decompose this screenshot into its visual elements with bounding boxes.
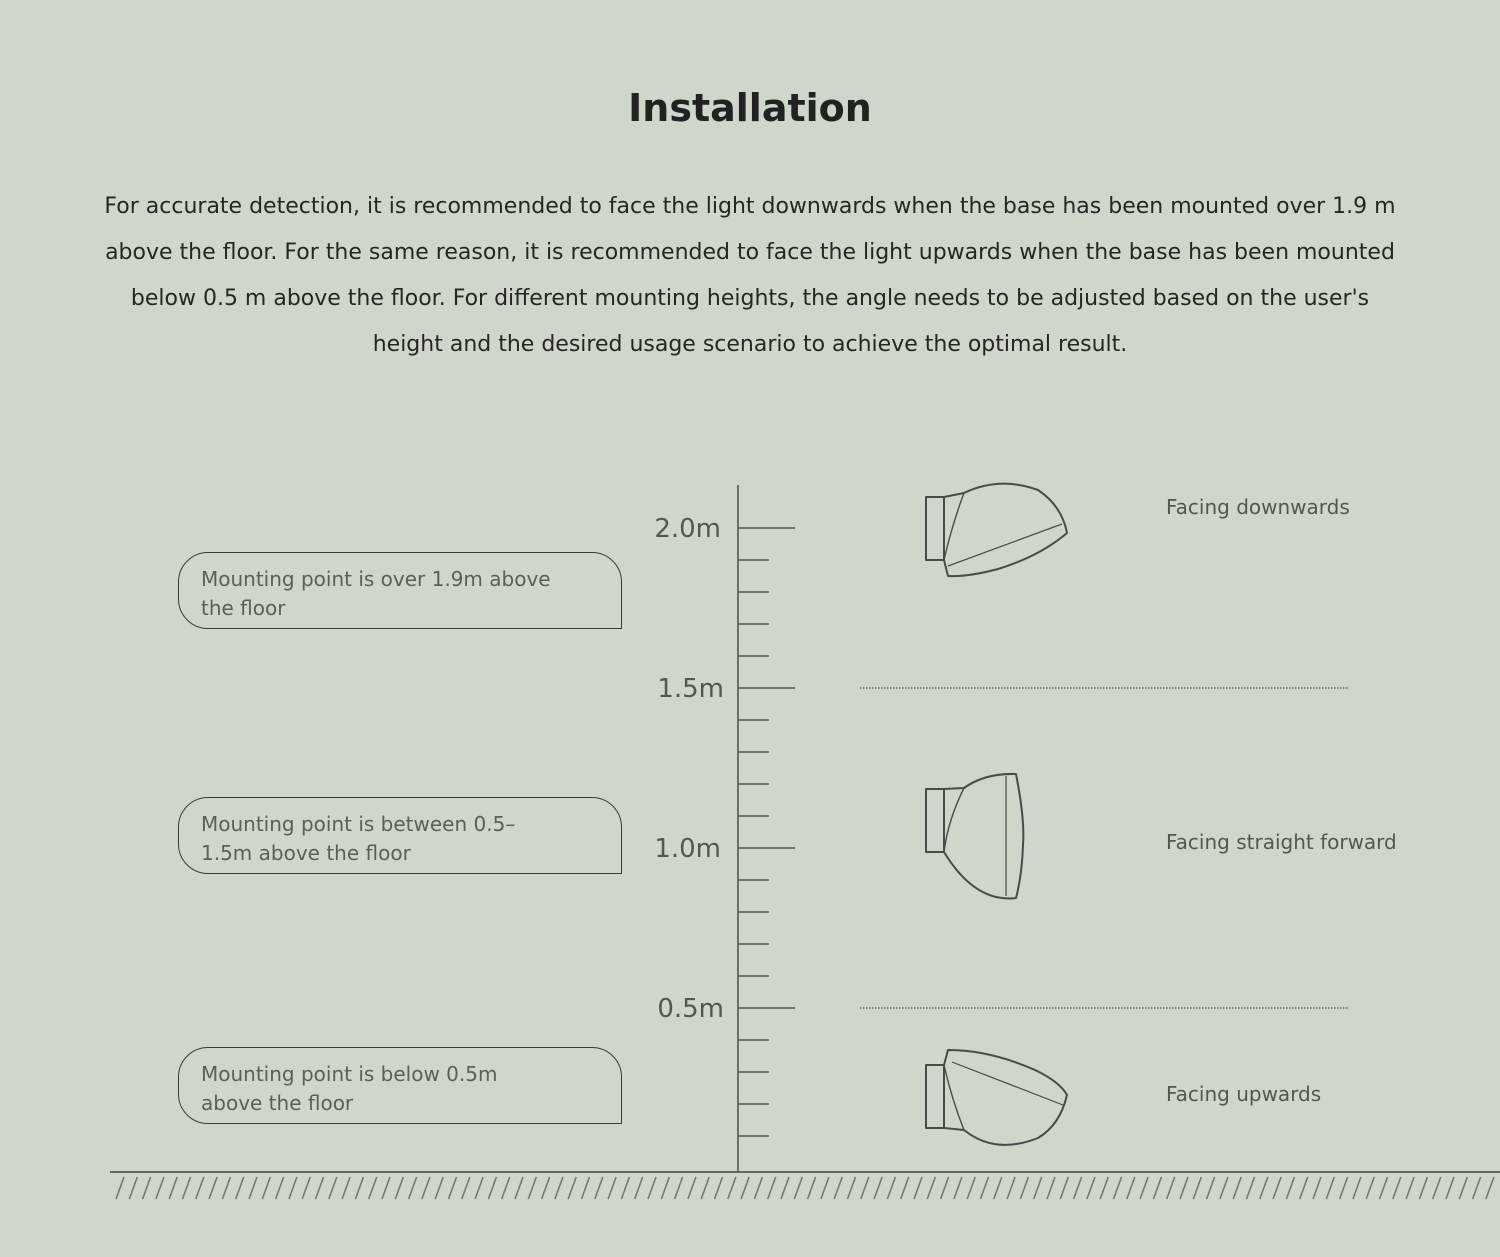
callout-text: Mounting point is over 1.9m above the floor xyxy=(201,567,551,620)
ground-hatch xyxy=(1340,1177,1348,1199)
ground-hatch xyxy=(834,1177,842,1199)
ground-hatch xyxy=(302,1177,310,1199)
ground-hatch xyxy=(276,1177,284,1199)
ground-hatch xyxy=(156,1177,164,1199)
ground-hatch xyxy=(608,1177,616,1199)
ground-hatch xyxy=(582,1177,590,1199)
ground-hatch xyxy=(927,1177,935,1199)
ground-hatch xyxy=(1007,1177,1015,1199)
ground-hatch xyxy=(981,1177,989,1199)
ground-hatch xyxy=(728,1177,736,1199)
lamp-facing-forward-icon xyxy=(926,774,1023,899)
ground-hatch xyxy=(754,1177,762,1199)
ground-hatch xyxy=(1286,1177,1294,1199)
intro-paragraph: For accurate detection, it is recommended to face the light downwards when the base has been mounted over 1.9 m above the floor. For the same reason, it is recommended to face the light upwards when the base has been mounted below 0.5 m above the floor. For different mounting heights, the angle needs to be adjusted based on the user's height and the desired usage scenario to achieve the optimal result. xyxy=(104,194,1396,357)
ground-hatch xyxy=(502,1177,510,1199)
ground-hatch xyxy=(861,1177,869,1199)
lamp-facing-down-icon xyxy=(926,484,1067,576)
ground-hatch xyxy=(249,1177,257,1199)
ground-hatch xyxy=(262,1177,270,1199)
ground-hatch xyxy=(209,1177,217,1199)
callout-text: Mounting point is between 0.5–1.5m above the floor xyxy=(201,812,516,865)
ground-hatch xyxy=(1419,1177,1427,1199)
ground-hatch xyxy=(621,1177,629,1199)
ground-hatch xyxy=(1366,1177,1374,1199)
ground-hatch xyxy=(369,1177,377,1199)
ground-hatch xyxy=(1114,1177,1122,1199)
ground-hatch xyxy=(887,1177,895,1199)
ground-hatch xyxy=(435,1177,443,1199)
page-title: Installation xyxy=(628,86,872,130)
ground-hatch xyxy=(1140,1177,1148,1199)
ground-hatch xyxy=(1459,1177,1467,1199)
ground-hatch xyxy=(1473,1177,1481,1199)
ground-hatch xyxy=(741,1177,749,1199)
ground-hatch xyxy=(528,1177,536,1199)
ground-hatch xyxy=(1247,1177,1255,1199)
ground-hatch xyxy=(675,1177,683,1199)
ground-hatch xyxy=(568,1177,576,1199)
scale-label-1-5: 1.5m xyxy=(657,674,724,704)
ground-hatch xyxy=(715,1177,723,1199)
ground-hatch xyxy=(1486,1177,1494,1199)
ground-hatch xyxy=(1020,1177,1028,1199)
ground-hatch xyxy=(848,1177,856,1199)
ground xyxy=(110,1172,1500,1199)
ground-hatch xyxy=(116,1177,124,1199)
ground-hatch xyxy=(462,1177,470,1199)
ground-hatch xyxy=(1406,1177,1414,1199)
ground-hatch xyxy=(236,1177,244,1199)
ground-hatch xyxy=(382,1177,390,1199)
ground-hatch xyxy=(1233,1177,1241,1199)
ground-hatch xyxy=(901,1177,909,1199)
ground-hatch xyxy=(1207,1177,1215,1199)
ground-hatch xyxy=(648,1177,656,1199)
ground-hatch xyxy=(1167,1177,1175,1199)
callout-below-0-5m xyxy=(178,1047,622,1124)
label-facing-forward: Facing straight forward xyxy=(1166,830,1397,854)
ground-hatch xyxy=(1433,1177,1441,1199)
ground-hatch xyxy=(316,1177,324,1199)
lamp-facing-up-icon xyxy=(926,1050,1067,1145)
ground-hatch xyxy=(1393,1177,1401,1199)
ground-hatch xyxy=(409,1177,417,1199)
height-scale xyxy=(738,485,795,1172)
ground-hatch xyxy=(1300,1177,1308,1199)
ground-hatch xyxy=(954,1177,962,1199)
ground-hatch xyxy=(1127,1177,1135,1199)
ground-hatch xyxy=(1034,1177,1042,1199)
ground-hatch xyxy=(1446,1177,1454,1199)
label-facing-downwards: Facing downwards xyxy=(1166,495,1350,519)
ground-hatch xyxy=(143,1177,151,1199)
scale-label-1-0: 1.0m xyxy=(654,834,721,864)
ground-hatch xyxy=(874,1177,882,1199)
ground-hatch xyxy=(555,1177,563,1199)
ground-hatch xyxy=(183,1177,191,1199)
ground-hatch xyxy=(1313,1177,1321,1199)
ground-hatch xyxy=(1047,1177,1055,1199)
ground-hatch xyxy=(781,1177,789,1199)
ground-hatch xyxy=(422,1177,430,1199)
callout-over-1-9m xyxy=(178,552,622,629)
ground-hatch xyxy=(967,1177,975,1199)
ground-hatch xyxy=(1153,1177,1161,1199)
ground-hatch xyxy=(595,1177,603,1199)
ground-hatch xyxy=(1326,1177,1334,1199)
ground-hatch xyxy=(1087,1177,1095,1199)
ground-hatch xyxy=(1074,1177,1082,1199)
ground-hatch xyxy=(701,1177,709,1199)
ground-hatch xyxy=(808,1177,816,1199)
ground-hatch xyxy=(329,1177,337,1199)
ground-hatch xyxy=(1273,1177,1281,1199)
ground-hatch xyxy=(542,1177,550,1199)
ground-hatch xyxy=(355,1177,363,1199)
ground-hatch xyxy=(914,1177,922,1199)
ground-hatch xyxy=(488,1177,496,1199)
ground-hatch xyxy=(821,1177,829,1199)
ground-hatch xyxy=(1100,1177,1108,1199)
ground-hatch xyxy=(222,1177,230,1199)
ground-hatch xyxy=(395,1177,403,1199)
ground-hatch xyxy=(342,1177,350,1199)
ground-hatch xyxy=(196,1177,204,1199)
ground-hatch xyxy=(129,1177,137,1199)
callout-between-0-5-and-1-5m xyxy=(178,797,622,874)
ground-hatch xyxy=(941,1177,949,1199)
ground-hatch xyxy=(661,1177,669,1199)
scale-label-2-0: 2.0m xyxy=(654,514,721,544)
ground-hatch xyxy=(289,1177,297,1199)
ground-hatch xyxy=(768,1177,776,1199)
ground-hatch xyxy=(1180,1177,1188,1199)
ground-hatch xyxy=(1380,1177,1388,1199)
ground-hatch xyxy=(1353,1177,1361,1199)
ground-hatch xyxy=(1193,1177,1201,1199)
ground-hatch xyxy=(1220,1177,1228,1199)
label-facing-upwards: Facing upwards xyxy=(1166,1082,1322,1106)
ground-hatch xyxy=(169,1177,177,1199)
ground-hatch xyxy=(1060,1177,1068,1199)
ground-hatch xyxy=(794,1177,802,1199)
ground-hatch xyxy=(515,1177,523,1199)
scale-label-0-5: 0.5m xyxy=(657,994,724,1024)
ground-hatch xyxy=(688,1177,696,1199)
ground-hatch xyxy=(449,1177,457,1199)
ground-hatch xyxy=(1260,1177,1268,1199)
ground-hatch xyxy=(635,1177,643,1199)
callout-text: Mounting point is below 0.5m above the floor xyxy=(201,1062,498,1115)
ground-hatch xyxy=(475,1177,483,1199)
ground-hatch xyxy=(994,1177,1002,1199)
